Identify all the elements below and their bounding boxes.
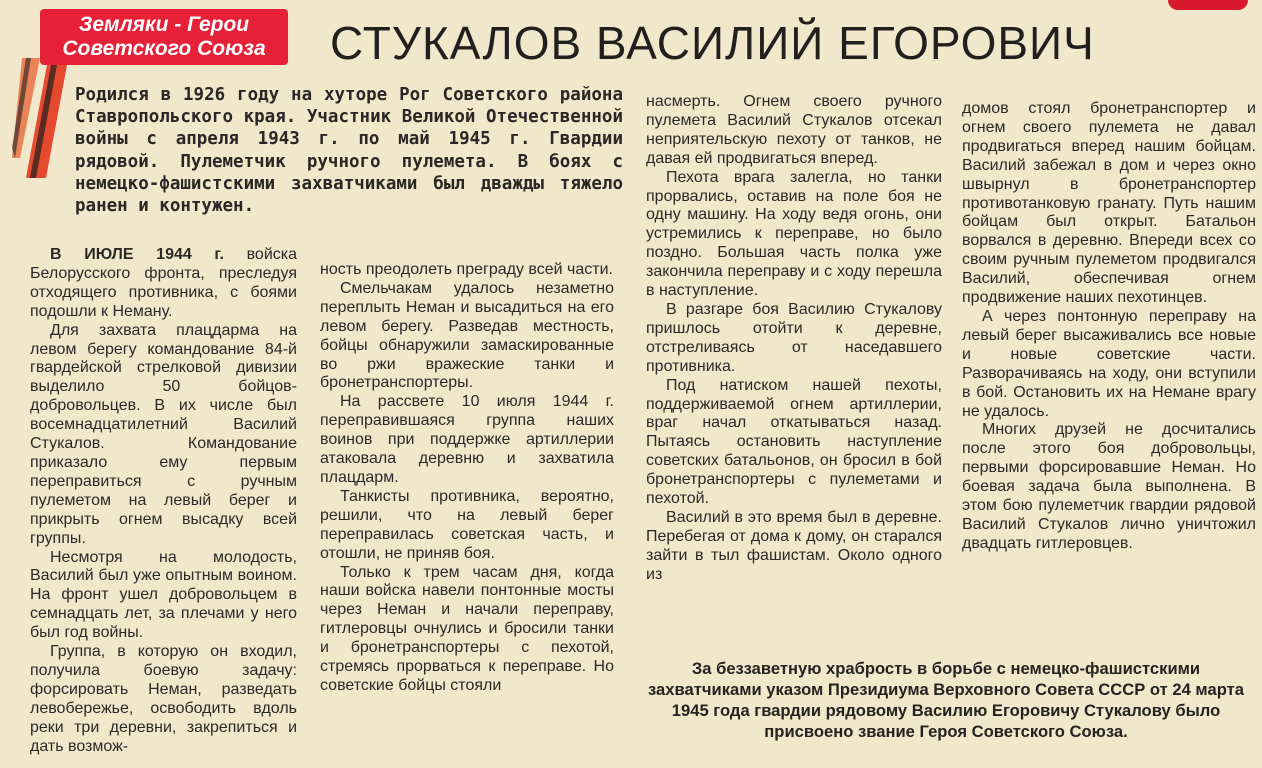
paragraph: В разгаре боя Василию Стукалову пришлось отойти к деревне, отстреливаясь от наседавшего противника. — [646, 300, 942, 375]
paragraph: На рассвете 10 июля 1944 г. переправившаяся группа наших воинов при поддержке артиллерии атаковала деревню и захватила плацдарм. — [320, 393, 614, 486]
column-3 — [646, 93, 942, 585]
rubric-banner — [40, 9, 288, 65]
paragraph: А через понтонную переправу на левый берег высаживались все новые и новые советские части. Разворачиваясь на ходу, они вступили в бой. Остановить их на Немане врагу не удалось. — [962, 307, 1256, 420]
paragraph: Под натиском нашей пехоты, поддерживаемой огнем артиллерии, враг начал откатываться назад. Пытаясь остановить наступление советских батальонов, он бросил в бой бронетранспортеры с пулеметами и пехотой. — [646, 376, 942, 508]
lead-in: В ИЮЛЕ 1944 г. — [50, 246, 224, 263]
paragraph: Многих друзей не досчитались после этого боя добровольцы, первыми форсировавшие Неман. Но боевая задача была выполнена. В этом бою пулеметчик гвардии рядовой Василий Стукалов лично уничтожил двадцать гитлеровцев. — [962, 421, 1256, 552]
award-statement: За беззаветную храбрость в борьбе с немецко-фашистскими захватчиками указом Президиума Верховного Совета СССР от 24 марта 1945 года гвардии рядовому Василию Егоровичу Стукалову было присвоено звание Героя Советского Союза. — [648, 659, 1244, 741]
paragraph: Только к трем часам дня, когда наши войска навели понтонные мосты через Неман и начали переправу, гитлеровцы очнулись и бросили танки и бронетранспортеры с пехотой, стремясь прорваться к переправе. Но советские бойцы стояли — [320, 563, 614, 694]
paragraph: Группа, в которую он входил, получила боевую задачу: форсировать Неман, разведать левобережье, освободить вдоль реки три деревни, закрепиться и дать возмож- — [30, 643, 297, 755]
paragraph: домов стоял бронетранспортер и огнем своего пулемета не давал продвигаться вперед нашим бойцам. Василий забежал в дом и через окно швырнул в бронетранспортер противотанковую гранату. Путь нашим бойцам был открыт. Батальон ворвался в деревню. Впереди всех со своим ручным пулеметом продвигался Василий, обеспечивая огнем продвижение наших пехотинцев. — [962, 100, 1256, 307]
paragraph — [30, 246, 297, 322]
paragraph: Несмотря на молодость, Василий был уже опытным воином. На фронт ушел добровольцем в семнадцать лет, за плечами у него был год войны. — [30, 548, 297, 642]
paragraph: Пехота врага залегла, но танки прорвались, оставив на поле боя не одну машину. На ходу ведя огонь, они устремились к переправе, но было поздно. Большая часть полка уже закончила переправу и с ходу перешла в наступление. — [646, 168, 942, 300]
rubric-line-1: Земляки - Герои — [78, 13, 250, 36]
paragraph: Смельчакам удалось незаметно переплыть Неман и высадиться на его левом берегу. Разведав местность, бойцы обнаружили замаскированные во ржи вражеские танки и бронетранспортеры. — [320, 279, 614, 392]
paragraph: Танкисты противника, вероятно, решили, что на левый берег переправилась советская часть, и отошли, не приняв боя. — [320, 487, 614, 562]
article-headline: СТУКАЛОВ ВАСИЛИЙ ЕГОРОВИЧ — [330, 17, 1095, 69]
intro-paragraph: Родился в 1926 году на хуторе Рог Советского района Ставропольского края. Участник Великой Отечественной войны с апреля 1943 г. по май 1945 г. Гвардии рядовой. Пулеметчик ручного пулемета. В боях с немецко-фашистскими захватчиками был дважды тяжело ранен и контужен. — [75, 85, 623, 217]
paragraph: Для захвата плацдарма на левом берегу командование 84-й гвардейской стрелковой дивизии выделило 50 бойцов-добровольцев. В их числе был восемнадцатилетний Василий Стукалов. Командование приказало ему первым переправиться с ручным пулеметом на левый берег и прикрыть огнем высадку всей группы. — [30, 321, 297, 547]
column-4 — [962, 100, 1256, 554]
decorative-red-strip — [1168, 0, 1248, 10]
column-2 — [320, 261, 614, 696]
column-1 — [30, 246, 297, 756]
rubric-line-2: Советского Союза — [62, 37, 266, 60]
paragraph-text: войска Белорусского фронта, преследуя отходящего противника, с боями подошли к Неману. — [30, 246, 298, 320]
paragraph: Василий в это время был в деревне. Перебегая от дома к дому, он старался зайти в тыл фашистам. Около одного из — [646, 508, 942, 583]
paragraph: насмерть. Огнем своего ручного пулемета Василий Стукалов отсекал неприятельскую пехоту от танков, не давая ей продвигаться вперед. — [646, 93, 942, 167]
paragraph: ность преодолеть преграду всей части. — [320, 261, 613, 278]
